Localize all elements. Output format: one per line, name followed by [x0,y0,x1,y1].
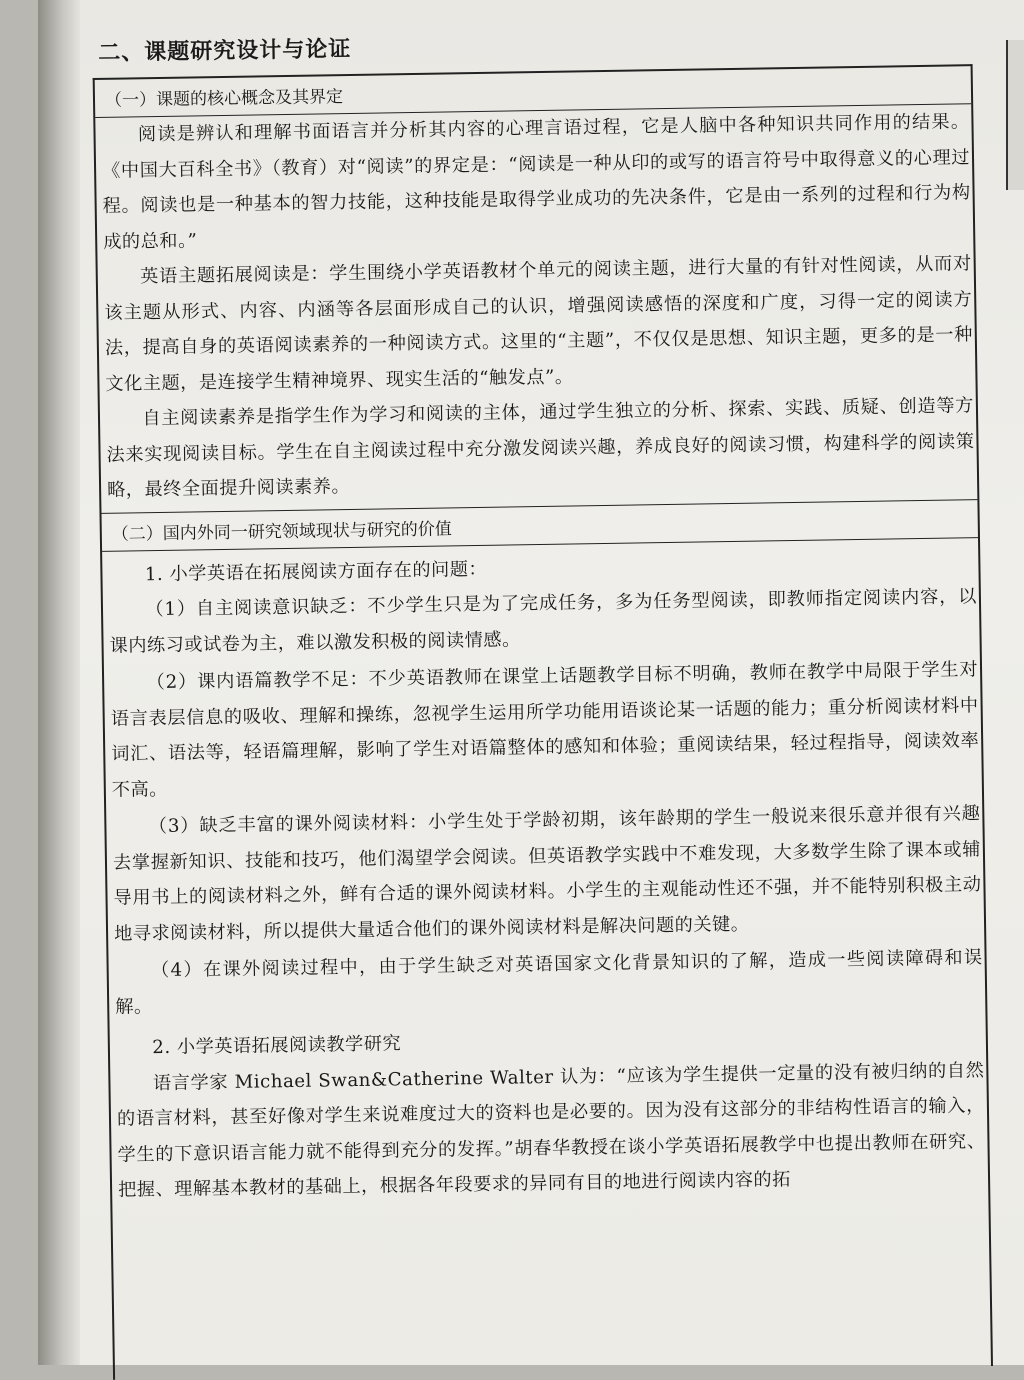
item1-title: 1. 小学英语在拓展阅读方面存在的问题： [144,558,488,585]
box1-paragraph: 阅读是辨认和理解书面语言并分析其内容的心理言语过程，它是人脑中各种知识共同作用的结果。《中国大百科全书》（教育）对“阅读”的界定是：“阅读是一种从印的或写的语言符号中取得意义的心理过程。阅读也是一种基本的智力技能，这种技能是取得学业成功的先决条件，它是由一系列的过程和行为构成的总和。” [101,111,971,253]
item2-title: 2. 小学英语拓展阅读教学研究 [152,1033,402,1059]
problem-item: （2）课内语篇教学不足：不少英语教师在课堂上话题教学目标不明确，教师在教学中局限于学生对语言表层信息的吸收、理解和操练，忽视学生运用所学功能用语谈论某一话题的能力；重分析阅读材料中词汇、语法等，轻语篇理解，影响了学生对语篇整体的感知和体验；重阅读结果，轻过程指导，阅读效率不高。 [110,659,980,801]
box1-paragraph: 英语主题拓展阅读是：学生围绕小学英语教材个单元的阅读主题，进行大量的有针对性阅读，从而对该主题从形式、内容、内涵等各层面形成自己的认识，增强阅读感悟的深度和广度，习得一定的阅读方法，提高自身的英语阅读素养的一种阅读方式。这里的“主题”，不仅仅是思想、知识主题，更多的是一种文化主题，是连接学生精神境界、现实生活的“触发点”。 [104,253,973,395]
box1-paragraph: 自主阅读素养是指学生作为学习和阅读的主体，通过学生独立的分析、探索、实践、质疑、创造等方法来实现阅读目标。学生在自主阅读过程中充分激发阅读兴趣，养成良好的阅读习惯，构建科学的阅读策略，最终全面提升阅读素养。 [106,395,975,501]
box2-body [102,544,988,1213]
content-frame [93,64,993,1380]
problem-item: （1）自主阅读意识缺乏：不少学生只是为了完成任务，多为任务型阅读，即教师指定阅读内容，以课内练习或试卷为主，难以激发积极的阅读情感。 [109,586,978,657]
box1-body [95,104,977,512]
binding-shadow [38,0,80,1365]
research-paragraph: 语言学家 Michael Swan&Catherine Walter 认为：“应该为学生提供一定量的没有被归纳的自然的语言材料，甚至好像对学生来说难度过大的资料也是必要的。因为没有这部分的非结构性语言的输入，学生的下意识语言能力就不能得到充分的发挥。”胡春华教授在谈小学英语拓展教学中也提出教师在研究、把握、理解基本教材的基础上，根据各年段要求的异同有目的地进行阅读内容的拓 [116,1059,986,1201]
problem-item: （4）在课外阅读过程中，由于学生缺乏对英语国家文化背景知识的了解，造成一些阅读障碍和误解。 [115,947,983,1018]
box2-header: （二）国内外同一研究领域现状与研究的价值 [101,499,978,552]
problem-item: （3）缺乏丰富的课外阅读材料：小学生处于学龄初期，该年龄期的学生一般说来很乐意并很有兴趣去掌握新知识、技能和技巧，他们渴望学会阅读。但英语教学实践中不难发现，大多数学生除了课本或辅导用书上的阅读材料之外，鲜有合适的课外阅读材料。小学生的主观能动性还不强，并不能特别积极主动地寻求阅读材料，所以提供大量适合他们的课外阅读材料是解决问题的关键。 [112,803,982,945]
section-title: 二、课题研究设计与论证 [98,36,352,66]
box1-header: （一）课题的核心概念及其界定 [95,66,971,118]
adjacent-page-edge [1006,40,1024,190]
document-page [92,22,993,1365]
